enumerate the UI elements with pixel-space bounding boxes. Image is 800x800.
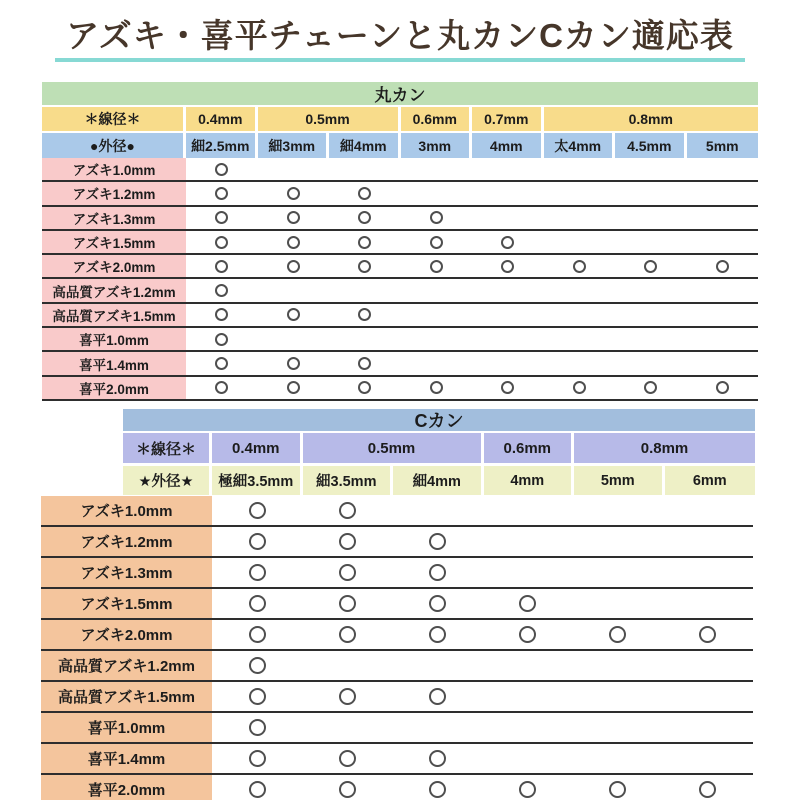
compat-circle-mark [358, 211, 371, 224]
compat-cell [573, 527, 663, 556]
compat-cell [302, 620, 392, 649]
compat-circle-mark [215, 333, 228, 346]
compat-cell [258, 255, 330, 277]
compat-cell [329, 207, 401, 229]
row-label: 喜平2.0mm [41, 775, 212, 800]
compat-cell [687, 158, 759, 180]
outer-diameter-value-cell: 4.5mm [615, 133, 687, 158]
compat-circle-mark [215, 187, 228, 200]
compat-cell [212, 527, 302, 556]
compat-circle-mark [249, 626, 266, 643]
row-label: 喜平1.4mm [41, 744, 212, 773]
wire-diameter-row [123, 433, 755, 463]
compat-cell [482, 589, 572, 618]
outer-diameter-value-cell: 極細3.5mm [212, 466, 303, 495]
compat-circle-mark [573, 260, 586, 273]
wire-diameter-value-cell: 0.5mm [303, 433, 484, 463]
compat-circle-mark [287, 187, 300, 200]
compat-cell [687, 207, 759, 229]
compat-cell [615, 304, 687, 326]
compat-cell [615, 231, 687, 253]
compat-circle-mark [430, 211, 443, 224]
compat-cell [186, 352, 258, 374]
compat-cell [392, 744, 482, 773]
compat-cell [687, 328, 759, 350]
compat-cell [573, 496, 663, 525]
compat-cell [392, 527, 482, 556]
table-row [41, 620, 753, 651]
outer-diameter-row [42, 133, 758, 158]
compat-circle-mark [609, 626, 626, 643]
title-underline-decoration [55, 58, 745, 62]
compat-cell [392, 682, 482, 711]
compat-circle-mark [501, 260, 514, 273]
compat-cell [212, 496, 302, 525]
table-row [42, 352, 758, 376]
compat-cell [401, 304, 473, 326]
compat-circle-mark [339, 502, 356, 519]
compat-cell [663, 682, 753, 711]
compat-cell [573, 558, 663, 587]
table-row [42, 255, 758, 279]
compat-cell [302, 589, 392, 618]
compat-cell [687, 352, 759, 374]
compat-cell [687, 255, 759, 277]
compat-circle-mark [249, 781, 266, 798]
compat-cell [186, 207, 258, 229]
outer-diameter-value-cell: 3mm [401, 133, 473, 158]
compat-cell [258, 207, 330, 229]
compat-circle-mark [429, 626, 446, 643]
compat-cell [258, 182, 330, 204]
table-row [42, 231, 758, 255]
compat-cell [258, 328, 330, 350]
table-row [41, 496, 753, 527]
compat-cell [482, 713, 572, 742]
compat-circle-mark [429, 750, 446, 767]
row-label: アズキ2.0mm [42, 255, 186, 277]
compat-cell [302, 744, 392, 773]
compat-cell [482, 496, 572, 525]
compat-cell [401, 231, 473, 253]
compat-cell [615, 279, 687, 301]
row-label: 喜平1.0mm [42, 328, 186, 350]
compat-cell [472, 304, 544, 326]
compat-cell [663, 744, 753, 773]
compat-cell [186, 328, 258, 350]
wire-diameter-label-cell: ＊線径＊ [123, 433, 212, 463]
compat-cell [573, 775, 663, 800]
c-kan-table-body [41, 496, 753, 800]
compat-cell [472, 328, 544, 350]
table-title-band: 丸カン [42, 82, 758, 105]
compat-circle-mark [429, 781, 446, 798]
compat-cell [615, 377, 687, 399]
compat-circle-mark [358, 260, 371, 273]
outer-diameter-value-cell: 5mm [574, 466, 665, 495]
compat-cell [329, 377, 401, 399]
table-row [42, 182, 758, 206]
row-label: 高品質アズキ1.5mm [41, 682, 212, 711]
compat-cell [329, 231, 401, 253]
outer-diameter-row [123, 466, 755, 495]
compat-circle-mark [249, 750, 266, 767]
compat-circle-mark [519, 626, 536, 643]
wire-diameter-value-cell: 0.7mm [472, 107, 544, 131]
table-row [41, 682, 753, 713]
table-row [42, 279, 758, 303]
outer-diameter-label-cell: ★外径★ [123, 466, 212, 495]
compat-cell [573, 651, 663, 680]
row-label: 高品質アズキ1.5mm [42, 304, 186, 326]
table-row [41, 589, 753, 620]
row-label: アズキ1.3mm [41, 558, 212, 587]
compat-cell [329, 158, 401, 180]
compat-cell [687, 231, 759, 253]
compat-cell [258, 352, 330, 374]
outer-diameter-value-cell: 細3mm [258, 133, 330, 158]
row-label: アズキ1.2mm [41, 527, 212, 556]
compat-cell [472, 255, 544, 277]
compat-circle-mark [339, 750, 356, 767]
row-label: 喜平1.0mm [41, 713, 212, 742]
compat-circle-mark [609, 781, 626, 798]
row-label: アズキ1.3mm [42, 207, 186, 229]
row-label: アズキ1.5mm [41, 589, 212, 618]
compat-cell [401, 377, 473, 399]
outer-diameter-value-cell: 4mm [484, 466, 575, 495]
compat-circle-mark [249, 564, 266, 581]
compat-circle-mark [573, 381, 586, 394]
wire-diameter-label-cell: ＊線径＊ [42, 107, 186, 131]
compat-circle-mark [519, 595, 536, 612]
outer-diameter-value-cell: 細4mm [329, 133, 401, 158]
compat-cell [302, 775, 392, 800]
compat-cell [482, 620, 572, 649]
compat-cell [573, 620, 663, 649]
row-label: 喜平1.4mm [42, 352, 186, 374]
compat-circle-mark [249, 657, 266, 674]
compat-cell [302, 651, 392, 680]
compat-cell [573, 682, 663, 711]
compat-cell [212, 682, 302, 711]
compat-circle-mark [249, 719, 266, 736]
compat-cell [186, 255, 258, 277]
compat-cell [392, 651, 482, 680]
compat-cell [544, 231, 616, 253]
row-label: アズキ1.2mm [42, 182, 186, 204]
outer-diameter-value-cell: 細4mm [393, 466, 484, 495]
compat-cell [401, 328, 473, 350]
compat-cell [573, 713, 663, 742]
compat-cell [401, 352, 473, 374]
compat-circle-mark [644, 260, 657, 273]
outer-diameter-label-cell: ●外径● [42, 133, 186, 158]
compat-cell [544, 377, 616, 399]
compat-cell [482, 744, 572, 773]
compat-circle-mark [699, 626, 716, 643]
compat-circle-mark [716, 381, 729, 394]
row-label: アズキ2.0mm [41, 620, 212, 649]
wire-diameter-row [42, 107, 758, 131]
compat-circle-mark [215, 211, 228, 224]
compat-cell [329, 328, 401, 350]
compat-circle-mark [358, 381, 371, 394]
compat-circle-mark [501, 381, 514, 394]
compat-circle-mark [501, 236, 514, 249]
compat-cell [573, 744, 663, 773]
outer-diameter-value-cell: 6mm [665, 466, 756, 495]
row-label: アズキ1.0mm [42, 158, 186, 180]
outer-diameter-value-cell: 5mm [687, 133, 759, 158]
table-row [42, 158, 758, 182]
compat-cell [615, 207, 687, 229]
compat-circle-mark [287, 308, 300, 321]
compat-cell [663, 558, 753, 587]
compat-cell [258, 279, 330, 301]
compat-cell [401, 279, 473, 301]
wire-diameter-value-cell: 0.8mm [544, 107, 759, 131]
compat-cell [472, 158, 544, 180]
compat-cell [472, 279, 544, 301]
compat-cell [186, 182, 258, 204]
row-label: アズキ1.5mm [42, 231, 186, 253]
compat-cell [482, 527, 572, 556]
compat-cell [401, 158, 473, 180]
table-row [41, 713, 753, 744]
compat-circle-mark [430, 236, 443, 249]
compat-cell [329, 304, 401, 326]
compat-cell [663, 713, 753, 742]
compat-cell [663, 620, 753, 649]
compat-circle-mark [249, 533, 266, 550]
compat-cell [544, 328, 616, 350]
compat-cell [392, 558, 482, 587]
outer-diameter-value-cell: 細3.5mm [303, 466, 394, 495]
compat-circle-mark [215, 308, 228, 321]
compat-circle-mark [287, 357, 300, 370]
compat-cell [186, 377, 258, 399]
compat-cell [687, 304, 759, 326]
compat-circle-mark [429, 533, 446, 550]
outer-diameter-value-cell: 太4mm [544, 133, 616, 158]
row-label: アズキ1.0mm [41, 496, 212, 525]
compat-circle-mark [287, 260, 300, 273]
compat-circle-mark [215, 284, 228, 297]
row-label: 高品質アズキ1.2mm [42, 279, 186, 301]
compat-cell [212, 589, 302, 618]
compat-cell [573, 589, 663, 618]
outer-diameter-value-cell: 4mm [472, 133, 544, 158]
wire-diameter-value-cell: 0.4mm [212, 433, 303, 463]
compat-circle-mark [249, 688, 266, 705]
table-row [41, 527, 753, 558]
compat-cell [401, 182, 473, 204]
compat-cell [186, 158, 258, 180]
compat-cell [212, 744, 302, 773]
compat-cell [615, 352, 687, 374]
compat-cell [258, 158, 330, 180]
compat-cell [258, 377, 330, 399]
wire-diameter-value-cell: 0.8mm [574, 433, 755, 463]
compat-cell [544, 304, 616, 326]
table-row [41, 775, 753, 800]
compat-circle-mark [429, 688, 446, 705]
compat-cell [329, 182, 401, 204]
compat-circle-mark [358, 187, 371, 200]
compat-cell [663, 775, 753, 800]
compat-cell [392, 775, 482, 800]
c-kan-table-header [123, 409, 755, 495]
compat-cell [472, 352, 544, 374]
wire-diameter-value-cell: 0.5mm [258, 107, 401, 131]
compat-cell [663, 589, 753, 618]
compat-cell [258, 231, 330, 253]
compat-cell [302, 713, 392, 742]
compat-circle-mark [644, 381, 657, 394]
compat-cell [392, 713, 482, 742]
compat-circle-mark [430, 381, 443, 394]
compat-circle-mark [287, 236, 300, 249]
compat-cell [615, 182, 687, 204]
compat-cell [212, 620, 302, 649]
row-label: 高品質アズキ1.2mm [41, 651, 212, 680]
compat-cell [212, 713, 302, 742]
compat-circle-mark [339, 564, 356, 581]
compat-cell [302, 496, 392, 525]
compat-circle-mark [339, 595, 356, 612]
compat-circle-mark [215, 357, 228, 370]
compat-cell [482, 651, 572, 680]
compat-cell [615, 255, 687, 277]
compat-cell [392, 496, 482, 525]
maru-kan-table-header [42, 82, 758, 158]
table-row [42, 377, 758, 401]
table-row [42, 328, 758, 352]
maru-kan-table-body [42, 158, 758, 401]
row-label: 喜平2.0mm [42, 377, 186, 399]
compat-cell [186, 279, 258, 301]
compat-circle-mark [287, 381, 300, 394]
compat-cell [663, 651, 753, 680]
compat-circle-mark [358, 236, 371, 249]
compat-cell [544, 279, 616, 301]
compat-circle-mark [430, 260, 443, 273]
compat-cell [544, 182, 616, 204]
compat-circle-mark [215, 260, 228, 273]
compat-circle-mark [339, 781, 356, 798]
compat-cell [482, 682, 572, 711]
compat-cell [302, 558, 392, 587]
compat-circle-mark [339, 626, 356, 643]
compat-cell [401, 207, 473, 229]
compat-cell [329, 255, 401, 277]
compat-cell [472, 182, 544, 204]
compat-cell [544, 158, 616, 180]
compat-cell [329, 279, 401, 301]
page-title: アズキ・喜平チェーンと丸カンCカン適応表 [66, 17, 734, 54]
compat-cell [472, 207, 544, 229]
compat-cell [392, 589, 482, 618]
compat-circle-mark [287, 211, 300, 224]
table-row [42, 304, 758, 328]
page-title-wrap [55, 15, 745, 62]
compat-cell [472, 231, 544, 253]
table-row [42, 207, 758, 231]
compat-circle-mark [699, 781, 716, 798]
outer-diameter-value-cell: 細2.5mm [186, 133, 258, 158]
compat-cell [258, 304, 330, 326]
compat-circle-mark [519, 781, 536, 798]
compat-cell [615, 158, 687, 180]
compat-circle-mark [358, 357, 371, 370]
compat-circle-mark [215, 163, 228, 176]
compat-circle-mark [215, 236, 228, 249]
compat-cell [302, 682, 392, 711]
wire-diameter-value-cell: 0.4mm [186, 107, 258, 131]
compat-cell [482, 775, 572, 800]
compat-circle-mark [249, 502, 266, 519]
compat-circle-mark [429, 595, 446, 612]
table-title-band: Cカン [123, 409, 755, 431]
compat-cell [615, 328, 687, 350]
compat-cell [186, 231, 258, 253]
compat-cell [329, 352, 401, 374]
wire-diameter-value-cell: 0.6mm [401, 107, 473, 131]
compat-circle-mark [339, 533, 356, 550]
compat-cell [212, 775, 302, 800]
compat-circle-mark [716, 260, 729, 273]
compat-circle-mark [429, 564, 446, 581]
compat-cell [212, 651, 302, 680]
table-row [41, 744, 753, 775]
table-row [41, 558, 753, 589]
compat-cell [392, 620, 482, 649]
compat-cell [687, 182, 759, 204]
compat-circle-mark [215, 381, 228, 394]
compat-cell [687, 279, 759, 301]
wire-diameter-value-cell: 0.6mm [484, 433, 575, 463]
compat-circle-mark [249, 595, 266, 612]
compat-cell [663, 496, 753, 525]
compat-cell [544, 255, 616, 277]
compat-cell [544, 207, 616, 229]
compat-cell [544, 352, 616, 374]
compat-cell [401, 255, 473, 277]
compat-cell [212, 558, 302, 587]
compat-circle-mark [339, 688, 356, 705]
compat-cell [302, 527, 392, 556]
compat-cell [482, 558, 572, 587]
table-row [41, 651, 753, 682]
compat-cell [186, 304, 258, 326]
compat-cell [663, 527, 753, 556]
compat-circle-mark [358, 308, 371, 321]
compat-cell [687, 377, 759, 399]
compat-cell [472, 377, 544, 399]
